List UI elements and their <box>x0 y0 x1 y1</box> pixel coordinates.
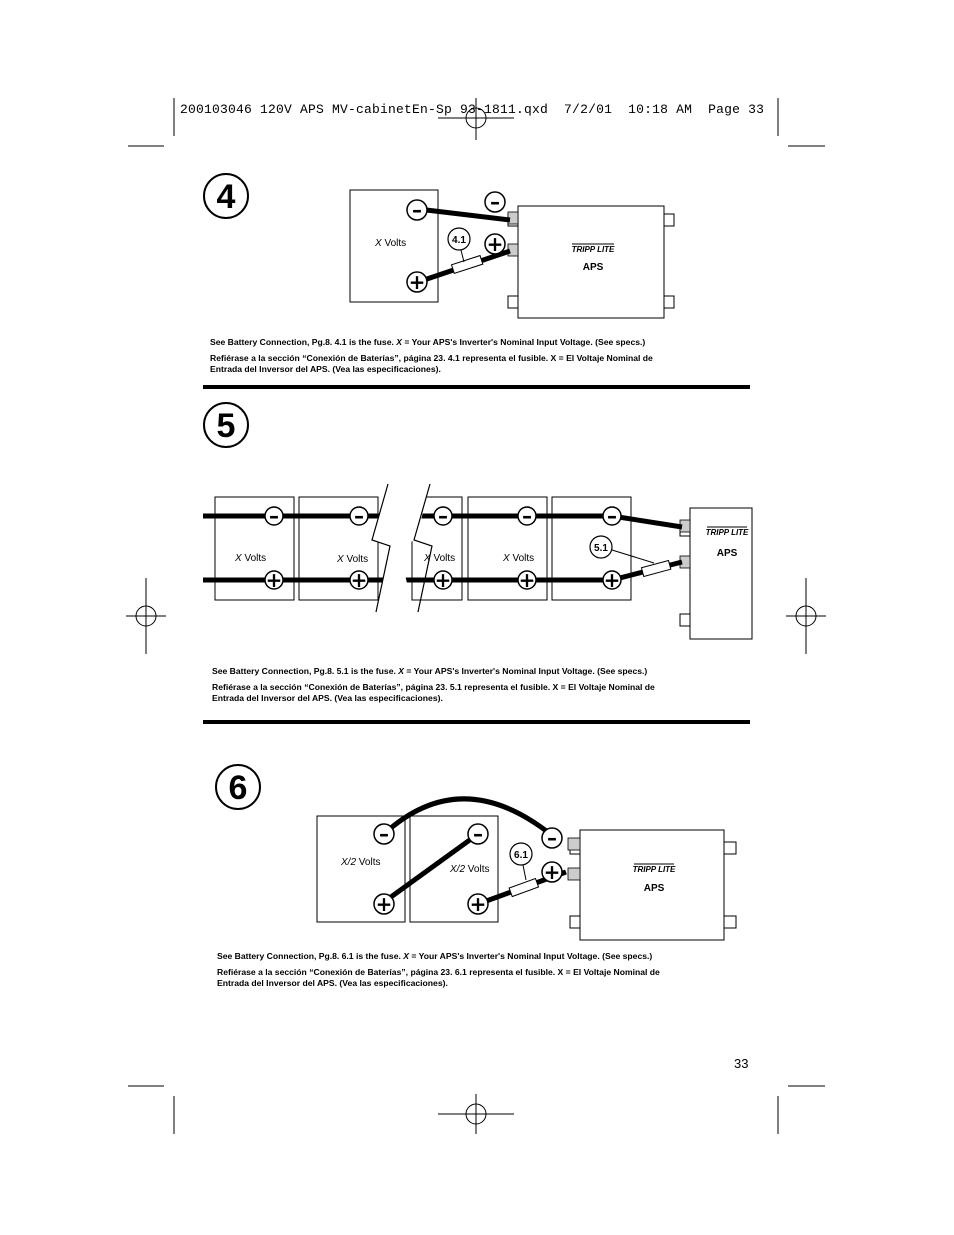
print-header: 200103046 120V APS MV-cabinetEn-Sp 93-1811.qxd 7/2/01 10:18 AM Page 33 <box>180 102 765 117</box>
battery-6b-plus: + <box>469 892 487 916</box>
divider-1 <box>203 385 750 389</box>
tripp-lite-logo-4: TRIPP LITE <box>571 245 615 254</box>
aps-6-minus: – <box>547 826 557 850</box>
step-5-badge <box>204 403 248 447</box>
battery-6a-plus: + <box>375 892 393 916</box>
caption-6-spanish-1: Refiérase a la sección “Conexión de Baterías”, página 23. 6.1 representa el fusible. X = El Voltaje Nominal de <box>217 967 660 977</box>
step-5-number: 5 <box>216 407 236 445</box>
step-6-diagram <box>317 799 736 940</box>
battery-6b-minus: – <box>473 822 483 846</box>
caption-6-english: See Battery Connection, Pg.8. 6.1 is the fuse. X = Your APS's Inverter's Nominal Input Voltage. (See specs.) <box>217 951 653 961</box>
caption-4-spanish-1: Refiérase a la sección “Conexión de Baterías”, página 23. 4.1 representa el fusible. X = El Voltaje Nominal de <box>210 353 653 363</box>
fuse-5-label: 5.1 <box>594 543 608 554</box>
svg-text:–: – <box>269 504 279 528</box>
caption-5-english: See Battery Connection, Pg.8. 5.1 is the fuse. X = Your APS's Inverter's Nominal Input Voltage. (See specs.) <box>212 666 648 676</box>
battery-6a-label: X/2 Volts <box>341 857 381 868</box>
tripp-lite-logo-5: TRIPP LITE <box>705 528 749 537</box>
svg-text:+: + <box>603 568 621 592</box>
aps-6-plus: + <box>543 860 561 884</box>
svg-text:+: + <box>434 568 452 592</box>
caption-4-spanish-2: Entrada del Inversor del APS. (Vea las especificaciones). <box>210 364 441 374</box>
aps-label-5: APS <box>716 548 738 559</box>
battery-4-label: X Volts <box>375 238 407 249</box>
aps-label-6: APS <box>643 883 665 894</box>
tripp-lite-logo-6: TRIPP LITE <box>632 865 676 874</box>
caption-6-spanish-2: Entrada del Inversor del APS. (Vea las especificaciones). <box>217 978 448 988</box>
svg-text:+: + <box>265 568 283 592</box>
step-6-badge <box>216 765 260 809</box>
fuse-6-label: 6.1 <box>514 850 528 861</box>
svg-text:–: – <box>354 504 364 528</box>
svg-text:+: + <box>518 568 536 592</box>
battery-5b-label: X Volts <box>337 554 369 565</box>
battery-4-plus: + <box>408 270 426 294</box>
caption-4-english: See Battery Connection, Pg.8. 4.1 is the fuse. X = Your APS's Inverter's Nominal Input Voltage. (See specs.) <box>210 337 646 347</box>
step-5-diagram <box>203 484 752 639</box>
battery-6b-label: X/2 Volts <box>450 864 490 875</box>
caption-5-spanish-1: Refiérase a la sección “Conexión de Baterías”, página 23. 5.1 representa el fusible. X = El Voltaje Nominal de <box>212 682 655 692</box>
aps-4-plus: + <box>486 232 504 256</box>
step-4-badge <box>204 174 248 218</box>
step-4-number: 4 <box>216 178 236 216</box>
svg-text:–: – <box>438 504 448 528</box>
aps-label-4: APS <box>582 262 604 273</box>
registration-mark-left <box>126 578 166 654</box>
registration-mark-bottom <box>438 1094 514 1134</box>
svg-text:–: – <box>607 504 617 528</box>
registration-mark-right <box>786 578 826 654</box>
page-number: 33 <box>734 1056 749 1071</box>
step-4-diagram <box>350 190 674 318</box>
fuse-4-label: 4.1 <box>452 235 466 246</box>
battery-5a-label: X Volts <box>235 553 267 564</box>
divider-2 <box>203 720 750 724</box>
battery-4-minus: – <box>412 198 422 222</box>
battery-5c-label: X Volts <box>424 553 456 564</box>
svg-text:–: – <box>522 504 532 528</box>
svg-text:+: + <box>350 568 368 592</box>
step-6-number: 6 <box>228 769 248 807</box>
battery-6a-minus: – <box>379 822 389 846</box>
caption-5-spanish-2: Entrada del Inversor del APS. (Vea las especificaciones). <box>212 693 443 703</box>
battery-5d-label: X Volts <box>503 553 535 564</box>
aps-4-minus: – <box>490 190 500 214</box>
